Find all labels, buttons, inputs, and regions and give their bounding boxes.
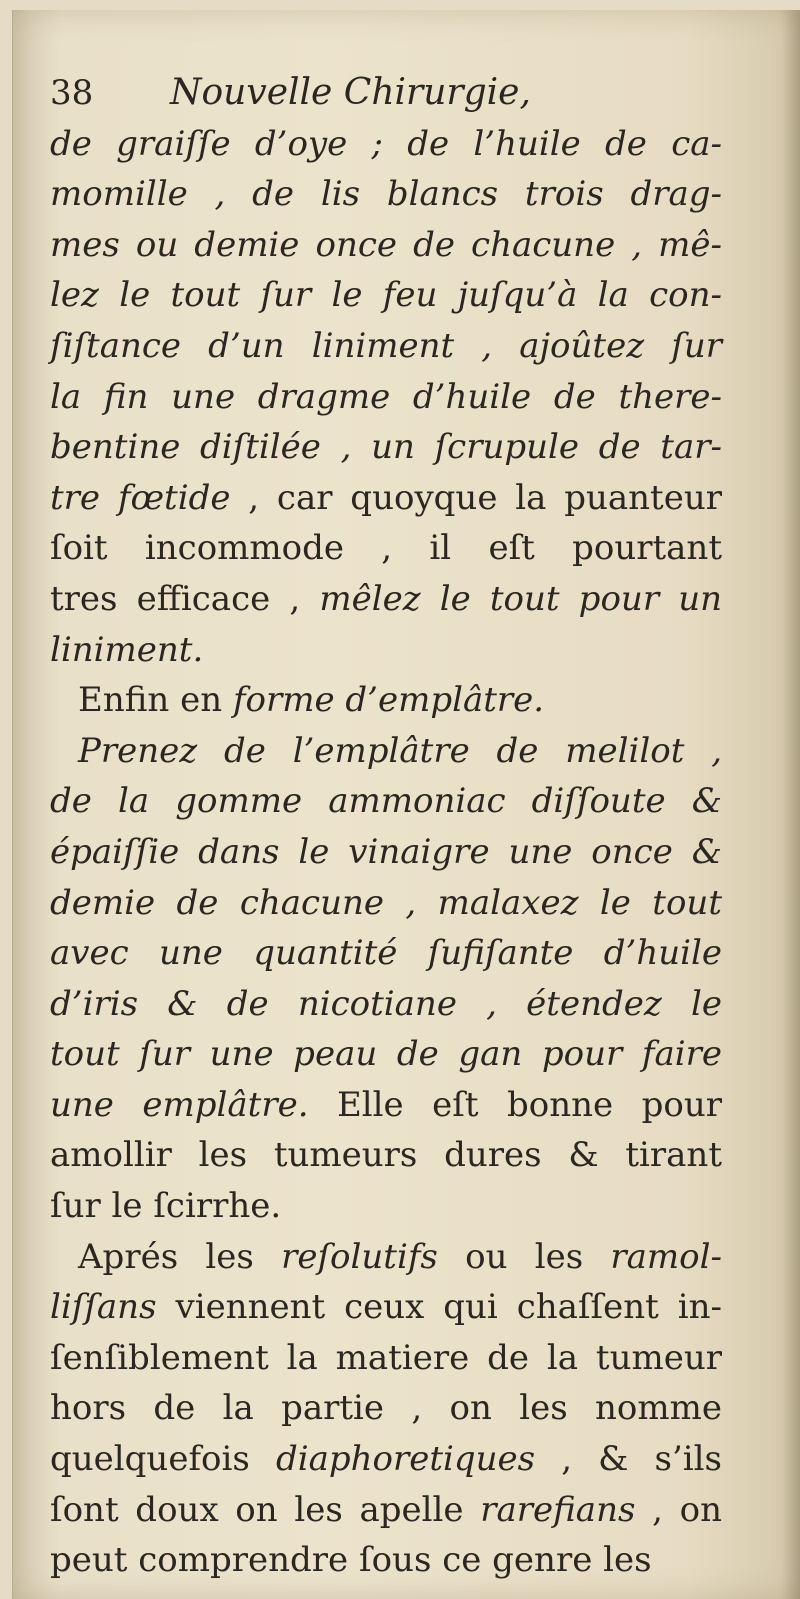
italic-segment: demie de chacune , malaxez le tout	[50, 882, 722, 923]
text-line	[50, 1485, 722, 1536]
text-line	[50, 776, 722, 827]
italic-segment: mes ou demie once de chacune , mê-	[50, 224, 722, 265]
roman-segment: ſoit incommode , il eſt pourtant	[50, 528, 722, 569]
roman-segment: , car quoyque la puanteur	[230, 477, 722, 518]
body-text	[50, 119, 722, 1586]
page-gutter-shadow	[781, 10, 800, 1599]
italic-segment: diaphoretiques	[275, 1439, 536, 1480]
roman-segment: ſur le ſcirrhe.	[50, 1186, 282, 1227]
running-header	[50, 68, 722, 119]
italic-segment: mêlez le tout pour un	[319, 578, 722, 619]
text-line	[50, 372, 722, 423]
text-line	[50, 928, 722, 979]
page-number: 38	[50, 73, 94, 113]
italic-segment: ſiſtance d’un liniment , ajoûtez ſur	[50, 325, 722, 366]
roman-segment: , & s’ils	[535, 1439, 722, 1480]
text-line	[50, 220, 722, 271]
italic-segment: d’iris & de nicotiane , étendez le	[50, 983, 722, 1024]
italic-segment: ramol-	[610, 1236, 723, 1277]
text-line	[50, 1383, 722, 1434]
italic-segment: de graiſſe d’oye ; de l’huile de ca-	[50, 123, 722, 164]
text-line	[50, 1080, 722, 1131]
roman-segment: quelquefois	[50, 1439, 276, 1480]
text-line	[50, 1282, 722, 1333]
text-line	[50, 119, 722, 170]
roman-segment: ſenſiblement la matiere de la tumeur	[50, 1337, 722, 1378]
roman-segment: , on	[635, 1489, 722, 1530]
text-line	[50, 827, 722, 878]
italic-segment: de la gomme ammoniac diſſoute &	[50, 781, 722, 822]
italic-segment: tout ſur une peau de gan pour faire	[50, 1034, 722, 1075]
roman-segment: Enfin en	[78, 680, 233, 721]
book-page	[12, 10, 800, 1599]
text-line	[50, 473, 722, 524]
text-line	[50, 1130, 722, 1181]
text-line	[50, 675, 722, 726]
italic-segment: reſolutifs	[281, 1236, 438, 1277]
italic-segment: momille , de lis blancs trois drag-	[50, 174, 722, 215]
roman-segment: peut comprendre ſous ce genre les	[50, 1540, 652, 1581]
text-line	[50, 1181, 722, 1232]
text-line	[50, 878, 722, 929]
italic-segment: liſſans	[50, 1287, 157, 1328]
text-line	[50, 574, 722, 625]
italic-segment: Prenez de l’emplâtre de melilot ,	[78, 730, 722, 771]
italic-segment: forme d’emplâtre.	[232, 680, 545, 721]
running-title: Nouvelle Chirurgie,	[170, 72, 531, 113]
text-line	[50, 422, 722, 473]
italic-segment: la fin une dragme d’huile de there-	[50, 376, 722, 417]
italic-segment: avec une quantité ſufiſante d’huile	[50, 933, 722, 974]
text-line	[50, 169, 722, 220]
text-line	[50, 726, 722, 777]
text-line	[50, 979, 722, 1030]
roman-segment: Elle eſt bonne pour	[308, 1084, 723, 1125]
roman-segment: amollir les tumeurs dures & tirant	[50, 1135, 722, 1176]
page-text-block	[50, 68, 722, 1586]
text-line	[50, 1232, 722, 1283]
roman-segment: Aprés les	[78, 1236, 282, 1277]
text-line	[50, 1434, 722, 1485]
italic-segment: tre fœtide	[50, 477, 231, 518]
roman-segment: ou les	[437, 1236, 611, 1277]
italic-segment: rarefians	[480, 1489, 636, 1530]
italic-segment: lez le tout ſur le feu juſqu’à la con-	[50, 275, 722, 316]
text-line	[50, 1029, 722, 1080]
roman-segment: ſont doux on les apelle	[50, 1489, 481, 1530]
text-line	[50, 1333, 722, 1384]
italic-segment: épaiſſie dans le vinaigre une once &	[50, 831, 722, 872]
text-line	[50, 625, 722, 676]
roman-segment: viennent ceux qui chaſſent in-	[156, 1287, 722, 1328]
italic-segment: liniment.	[50, 629, 204, 670]
italic-segment: une emplâtre.	[50, 1084, 309, 1125]
text-line	[50, 1535, 722, 1586]
roman-segment: hors de la partie , on les nomme	[50, 1388, 722, 1429]
roman-segment: tres efficace ,	[50, 578, 320, 619]
text-line	[50, 270, 722, 321]
text-line	[50, 523, 722, 574]
italic-segment: bentine diſtilée , un ſcrupule de tar-	[50, 427, 722, 468]
text-line	[50, 321, 722, 372]
